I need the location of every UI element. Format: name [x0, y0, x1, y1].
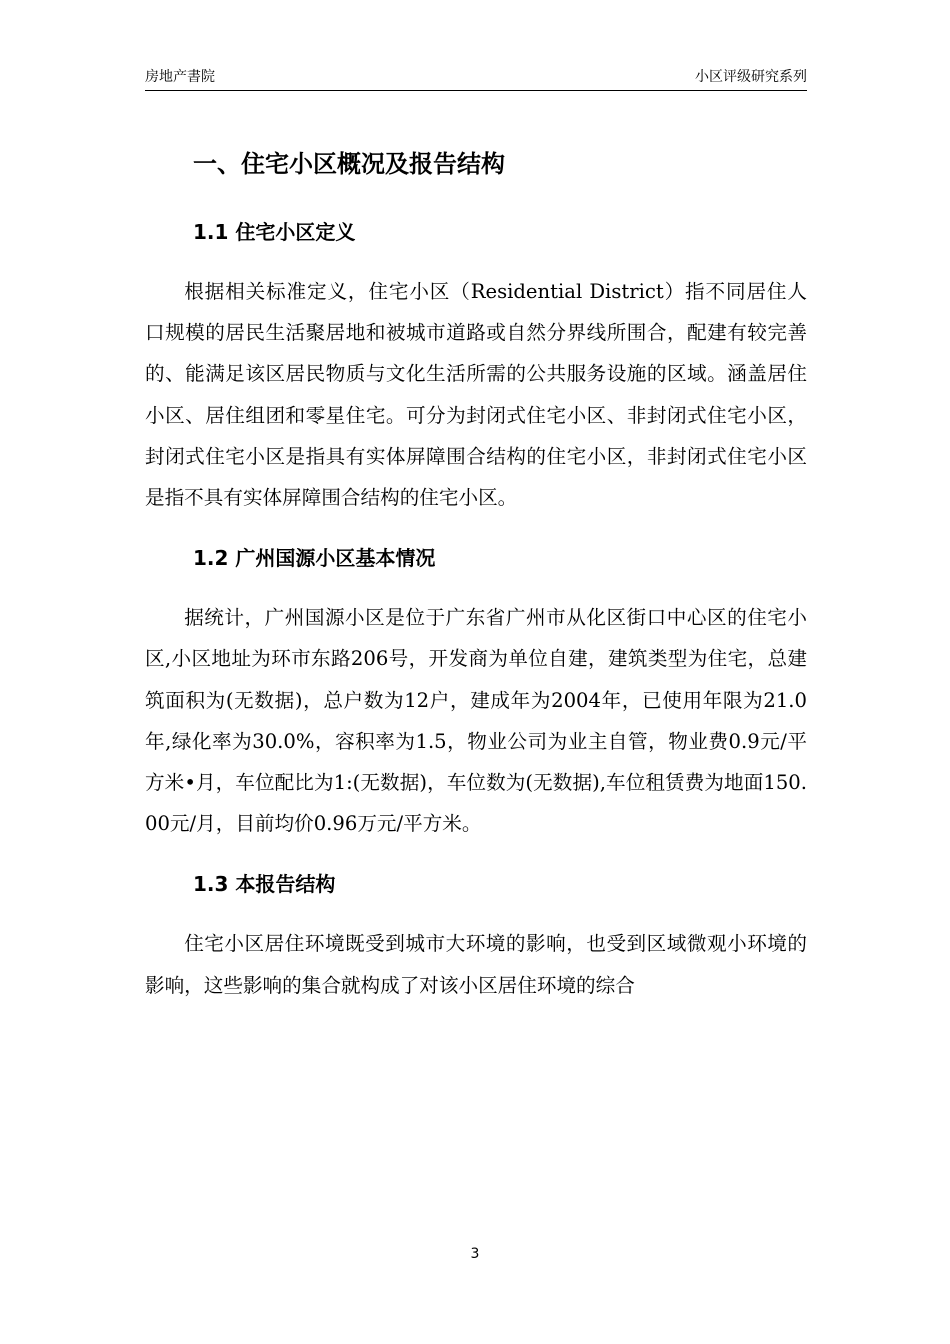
header-publisher: 房地产書院	[145, 69, 215, 85]
chapter-title: 一、住宅小区概况及报告结构	[193, 150, 505, 178]
section-1-1-paragraph: 根据相关标准定义，住宅小区（Residential District）指不同居住人口规模的居民生活聚居地和被城市道路或自然分界线所围合，配建有较完善的、能满足该区居民物质与文化生活所需的公共服务设施的区域。涵盖居住小区、居住组团和零星住宅。可分为封闭式住宅小区、非封闭式住宅小区，封闭式住宅小区是指具有实体屏障围合结构的住宅小区，非封闭式住宅小区是指不具有实体屏障围合结构的住宅小区。	[145, 280, 807, 510]
page-header	[145, 66, 807, 91]
section-1-3-paragraph: 住宅小区居住环境既受到城市大环境的影响，也受到区域微观小环境的影响，这些影响的集合就构成了对该小区居住环境的综合	[145, 932, 807, 997]
section-1-1-title: 1.1 住宅小区定义	[193, 220, 356, 244]
section-1-2-paragraph: 据统计，广州国源小区是位于广东省广州市从化区街口中心区的住宅小区,小区地址为环市东路206号，开发商为单位自建，建筑类型为住宅，总建筑面积为(无数据)，总户数为12户，建成年为2004年，已使用年限为21.0年,绿化率为30.0%，容积率为1.5，物业公司为业主自管，物业费0.9元/平方米•月，车位配比为1:(无数据)，车位数为(无数据),车位租赁费为地面150.00元/月，目前均价0.96万元/平方米。	[145, 606, 807, 836]
header-series-title: 小区评级研究系列	[695, 69, 807, 85]
section-1-3-title: 1.3 本报告结构	[193, 872, 336, 897]
section-1-2-title: 1.2 广州国源小区基本情况	[193, 546, 436, 571]
page-content	[145, 140, 807, 1006]
page-number: 3	[470, 1246, 480, 1262]
